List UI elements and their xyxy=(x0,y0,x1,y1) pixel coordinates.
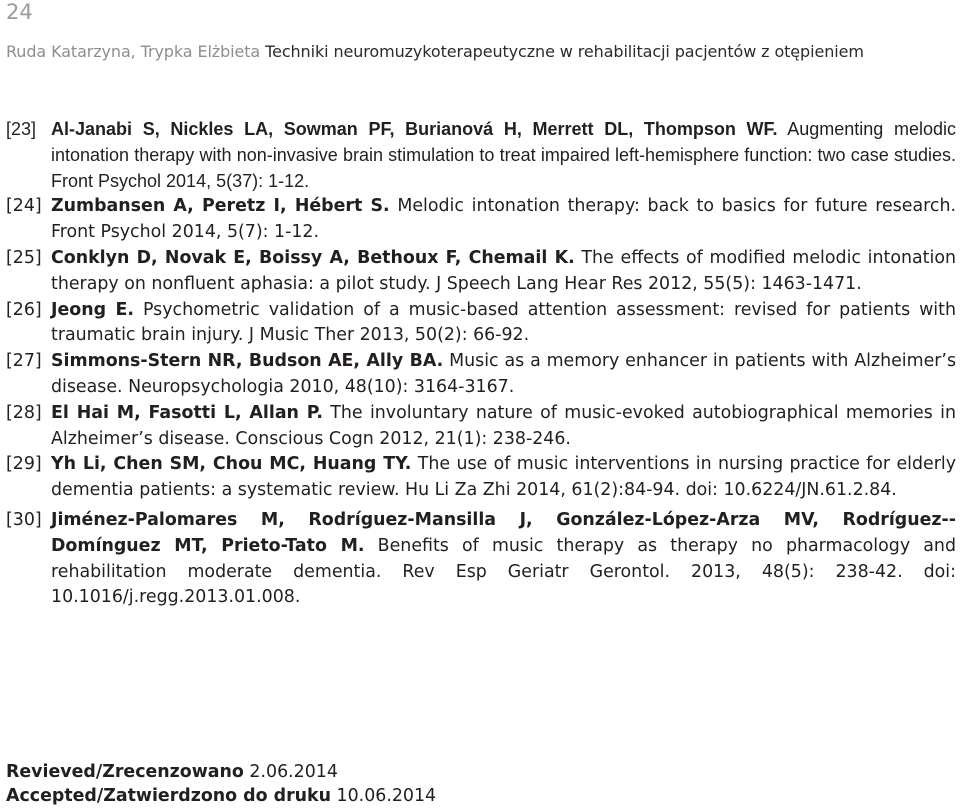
reference-authors: Simmons-Stern NR, Budson AE, Ally BA. xyxy=(51,351,444,372)
reference-number: [23] xyxy=(6,119,37,139)
page-number: 24 xyxy=(6,0,33,24)
reference-text: Psychometric validation of a music-based attention assessment: revised for patients with traumatic brain injury. J Music Ther 2013, 50(2): 66-92. xyxy=(51,299,956,346)
reference-item xyxy=(6,117,956,194)
reference-item xyxy=(6,349,956,401)
running-head-authors: Ruda Katarzyna, Trypka Elżbieta xyxy=(6,42,261,61)
reference-authors: Zumbansen A, Peretz I, Hébert S. xyxy=(51,196,390,217)
reference-authors: Conklyn D, Novak E, Boissy A, Bethoux F, Chemail K. xyxy=(51,247,575,268)
reference-authors: El Hai M, Fasotti L, Allan P. xyxy=(51,402,323,423)
reference-authors: Jeong E. xyxy=(51,299,135,320)
reference-text: Music as a memory enhancer in patients with Alzheimer’s disease. Neuropsychologia 2010, 48(10): 3164-3167. xyxy=(51,351,957,397)
reference-item xyxy=(6,452,956,504)
reference-item xyxy=(6,194,956,246)
running-head-title: Techniki neuromuzykoterapeutyczne w rehabilitacji pacjentów z otępieniem xyxy=(265,42,864,61)
reference-text: Benefits of music therapy as therapy no pharmacology and rehabilitation moderate dementia. Rev Esp Geriatr Gerontol. 2013, 48(5): 238-42. doi: 10.1016/j.regg.2013.01.008. xyxy=(51,535,956,608)
reference-text: The use of music interventions in nursing practice for elderly dementia patients: a systematic review. Hu Li Za Zhi 2014, 61(2):84-94. doi: 10.6224/JN.61.2.84. xyxy=(51,454,956,501)
running-head xyxy=(6,42,864,62)
reference-text: Augmenting melodic intonation therapy with non-invasive brain stimulation to treat impaired left-hemisphere function: two case studies. Front Psychol 2014, 5(37): 1-12. xyxy=(51,119,956,191)
reference-number: [26] xyxy=(6,299,42,320)
reference-text: Melodic intonation therapy: back to basics for future research. Front Psychol 2014, 5(7): 1-12. xyxy=(51,196,957,243)
reference-text: The effects of modified melodic intonation therapy on nonfluent aphasia: a pilot study. J Speech Lang Hear Res 2012, 55(5): 1463-1471. xyxy=(51,247,956,294)
reference-list xyxy=(6,117,956,611)
reference-item xyxy=(6,298,956,350)
reference-authors: Yh Li, Chen SM, Chou MC, Huang TY. xyxy=(51,454,412,475)
reference-item xyxy=(6,401,956,453)
reference-number: [30] xyxy=(6,509,42,530)
reference-text: The involuntary nature of music-evoked autobiographical memories in Alzheimer’s disease. Conscious Cogn 2012, 21(1): 238-246. xyxy=(51,402,956,449)
accepted-line xyxy=(6,784,436,808)
reference-number: [25] xyxy=(6,247,42,268)
reviewed-line xyxy=(6,760,338,784)
reference-number: [27] xyxy=(6,351,42,372)
accepted-label: Accepted/Zatwierdzono do druku xyxy=(6,786,331,806)
reference-number: [29] xyxy=(6,454,42,475)
reference-authors: Jiménez-Palomares M, Rodríguez-Mansilla J, González-López-Arza MV, Rodríguez--Domínguez MT, Prieto-Tato M. xyxy=(51,509,956,556)
accepted-date: 10.06.2014 xyxy=(336,786,437,806)
reference-number: [28] xyxy=(6,402,42,423)
reference-item xyxy=(6,508,956,611)
reference-item xyxy=(6,246,956,298)
reference-number: [24] xyxy=(6,196,42,217)
reviewed-date: 2.06.2014 xyxy=(249,762,338,782)
reviewed-label: Revieved/Zrecenzowano xyxy=(6,762,244,782)
reference-authors: Al-Janabi S, Nickles LA, Sowman PF, Burianová H, Merrett DL, Thompson WF. xyxy=(51,119,778,139)
